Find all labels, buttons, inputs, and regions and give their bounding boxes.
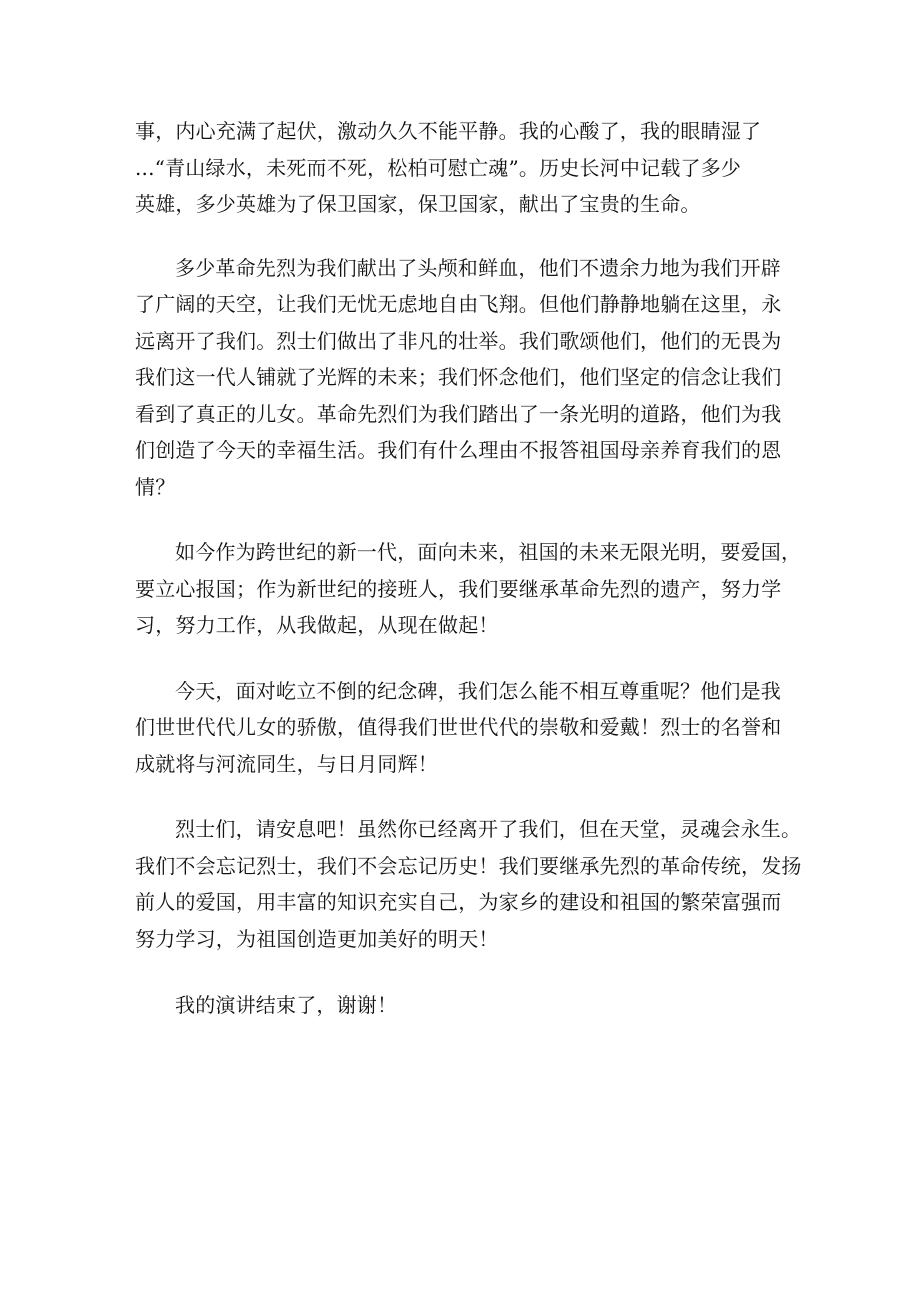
text-line: 前人的爱国，用丰富的知识充实自己，为家乡的建设和祖国的繁荣富强而 <box>135 890 782 914</box>
paragraph-3 <box>135 534 800 644</box>
text-line: 如今作为跨世纪的新一代，面向未来，祖国的未来无限光明，要爱国， <box>175 540 802 564</box>
text-line: 我们不会忘记烈士，我们不会忘记历史！我们要继承先烈的革命传统，发扬 <box>135 853 802 878</box>
paragraph-5 <box>135 811 800 957</box>
text-line: 英雄，多少英雄为了保卫国家，保卫国家，献出了宝贵的生命。 <box>135 192 701 216</box>
text-line: 事，内心充满了起伏，激动久久不能平静。我的心酸了，我的眼睛湿了 <box>135 119 762 143</box>
paragraph-1 <box>135 113 800 223</box>
text-line: 今天，面对屹立不倒的纪念碑，我们怎么能不相互尊重呢？他们是我 <box>175 678 781 703</box>
paragraph-4 <box>135 673 800 783</box>
text-line: 看到了真正的儿女。革命先烈们为我们踏出了一条光明的道路，他们为我 <box>135 401 782 426</box>
text-line: ...“青山绿水，未死而不死，松柏可慰亡魂”。历史长河中记载了多少 <box>135 155 742 180</box>
text-line: 要立心报国；作为新世纪的接班人，我们要继承革命先烈的遗产，努力学 <box>135 576 782 601</box>
document-body <box>135 113 800 1024</box>
text-line: 成就将与河流同生，与日月同辉！ <box>135 751 438 776</box>
text-line: 们世世代代儿女的骄傲，值得我们世世代代的崇敬和爱戴！烈士的名誉和 <box>135 715 782 739</box>
text-line: 们创造了今天的幸福生活。我们有什么理由不报答祖国母亲养育我们的恩 <box>135 438 782 462</box>
paragraph-6 <box>135 987 800 1024</box>
text-line: 情？ <box>135 474 176 499</box>
text-line: 我们这一代人铺就了光辉的未来；我们怀念他们，他们坚定的信念让我们 <box>135 365 782 389</box>
text-line: 努力学习，为祖国创造更加美好的明天！ <box>135 926 499 951</box>
text-line: 烈士们，请安息吧！虽然你已经离开了我们，但在天堂，灵魂会永生。 <box>175 817 802 841</box>
text-line: 我的演讲结束了，谢谢！ <box>175 993 398 1017</box>
text-line: 远离开了我们。烈士们做出了非凡的壮举。我们歌颂他们，他们的无畏为 <box>135 328 782 353</box>
text-line: 习，努力工作，从我做起，从现在做起！ <box>135 613 499 637</box>
paragraph-2 <box>135 250 800 506</box>
text-line: 多少革命先烈为我们献出了头颅和鲜血，他们不遗余力地为我们开辟 <box>175 255 781 280</box>
text-line: 了广阔的天空，让我们无忧无虑地自由飞翔。但他们静静地躺在这里，永 <box>135 292 782 316</box>
